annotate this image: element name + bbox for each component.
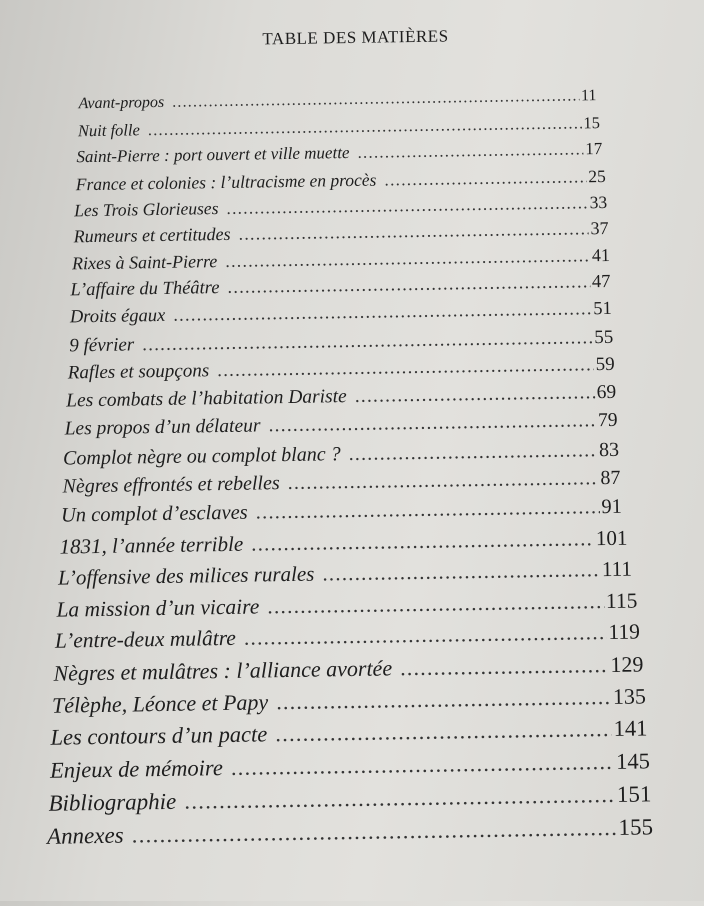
toc-entry-label: Droits égaux bbox=[69, 305, 166, 328]
toc-entry-page: 51 bbox=[593, 298, 612, 320]
toc-entry-label: Annexes bbox=[46, 822, 124, 849]
toc-entry-label: Nuit folle bbox=[77, 120, 140, 141]
page-title: TABLE DES MATIÈRES bbox=[262, 26, 449, 49]
toc-entry-page: 111 bbox=[601, 556, 633, 582]
toc-entry-page: 59 bbox=[595, 353, 615, 376]
toc-entry-page: 135 bbox=[612, 683, 647, 709]
toc-entry bbox=[72, 245, 610, 274]
toc-entry-label: Les combats de l’habitation Dariste bbox=[66, 386, 347, 412]
toc-entry-label: Les propos d’un délateur bbox=[64, 415, 261, 440]
toc-entry-page: 119 bbox=[608, 619, 641, 644]
toc-entry-page: 41 bbox=[591, 244, 611, 266]
toc-entry-page: 11 bbox=[580, 87, 597, 105]
toc-entry bbox=[76, 166, 606, 195]
toc-entry-label: L’entre-deux mulâtre bbox=[54, 625, 237, 653]
toc-entry bbox=[62, 467, 620, 499]
toc-entry-page: 91 bbox=[601, 495, 623, 519]
toc-entry bbox=[47, 814, 653, 850]
toc-entry-label: Un complot d’esclaves bbox=[60, 501, 248, 527]
toc-entry-label: Rafles et soupçons bbox=[67, 360, 210, 384]
toc-entry-page: 25 bbox=[588, 165, 606, 187]
toc-entry bbox=[50, 748, 650, 783]
toc-entry-page: 79 bbox=[597, 409, 618, 432]
toc-entry-page: 115 bbox=[605, 588, 638, 614]
toc-entry bbox=[52, 683, 646, 718]
toc-entry-label: Télèphe, Léonce et Papy bbox=[51, 689, 269, 718]
toc-entry bbox=[66, 382, 616, 413]
toc-entry-page: 69 bbox=[596, 381, 617, 404]
toc-entry bbox=[58, 557, 632, 591]
toc-entry bbox=[56, 589, 637, 623]
toc-entry bbox=[73, 218, 608, 247]
toc-entry bbox=[74, 192, 607, 221]
toc-entry bbox=[70, 299, 612, 329]
toc-entry bbox=[55, 620, 640, 654]
toc-entry-label: Saint-Pierre : port ouvert et ville muette bbox=[76, 143, 350, 167]
toc-entry bbox=[64, 410, 617, 441]
toc-entry-label: L’offensive des milices rurales bbox=[57, 561, 315, 590]
toc-entry bbox=[78, 113, 600, 141]
toc-entry-page: 55 bbox=[594, 326, 614, 349]
toc-entry bbox=[53, 651, 643, 686]
toc-entry-page: 155 bbox=[618, 814, 654, 840]
toc-entry bbox=[76, 139, 602, 167]
toc-entry bbox=[78, 87, 596, 113]
toc-entry-label: France et colonies : l’ultracisme en procès bbox=[75, 169, 377, 195]
toc-entry-label: 9 février bbox=[69, 334, 135, 357]
toc-entry-page: 129 bbox=[610, 651, 644, 677]
toc-entry bbox=[59, 526, 627, 560]
toc-entry-label: Avant-propos bbox=[78, 93, 165, 113]
toc-entry-label: 1831, l’année terrible bbox=[59, 531, 244, 559]
toc-entry-label: Les contours d’un pacte bbox=[50, 721, 268, 750]
toc-entry-page: 33 bbox=[589, 191, 608, 213]
toc-entry-label: Nègres et mulâtres : l’alliance avortée bbox=[53, 655, 393, 686]
toc-entry-label: Les Trois Glorieuses bbox=[74, 198, 219, 221]
toc-entry-page: 151 bbox=[616, 781, 652, 807]
toc-entry-label: Nègres effrontés et rebelles bbox=[62, 472, 280, 498]
toc-entry bbox=[61, 496, 622, 528]
toc-entry-page: 145 bbox=[615, 748, 651, 774]
toc-entry-page: 101 bbox=[595, 525, 628, 551]
toc-entry bbox=[50, 715, 647, 750]
toc-entry-page: 83 bbox=[598, 438, 620, 462]
toc-entry-page: 141 bbox=[613, 715, 648, 741]
toc-entry-label: Rixes à Saint-Pierre bbox=[71, 251, 218, 274]
toc-entry-page: 15 bbox=[583, 113, 601, 133]
toc-entry bbox=[48, 781, 651, 816]
toc-entry-page: 87 bbox=[600, 466, 621, 490]
toc-entry bbox=[63, 439, 619, 471]
toc-entry bbox=[70, 272, 610, 301]
toc-entry-label: Bibliographie bbox=[48, 788, 177, 816]
toc-entry-page: 47 bbox=[591, 271, 611, 293]
toc-entry bbox=[68, 354, 615, 385]
toc-entry-label: Enjeux de mémoire bbox=[49, 755, 224, 783]
toc-entry-label: Complot nègre ou complot blanc ? bbox=[62, 443, 341, 470]
toc-entry-label: La mission d’un vicaire bbox=[56, 594, 260, 622]
toc-entry-label: Rumeurs et certitudes bbox=[73, 223, 231, 247]
toc-entry-label: L’affaire du Théâtre bbox=[70, 278, 220, 301]
toc-entry bbox=[69, 327, 613, 358]
toc-entry-page: 37 bbox=[590, 217, 609, 239]
toc-entry-page: 17 bbox=[585, 139, 603, 159]
